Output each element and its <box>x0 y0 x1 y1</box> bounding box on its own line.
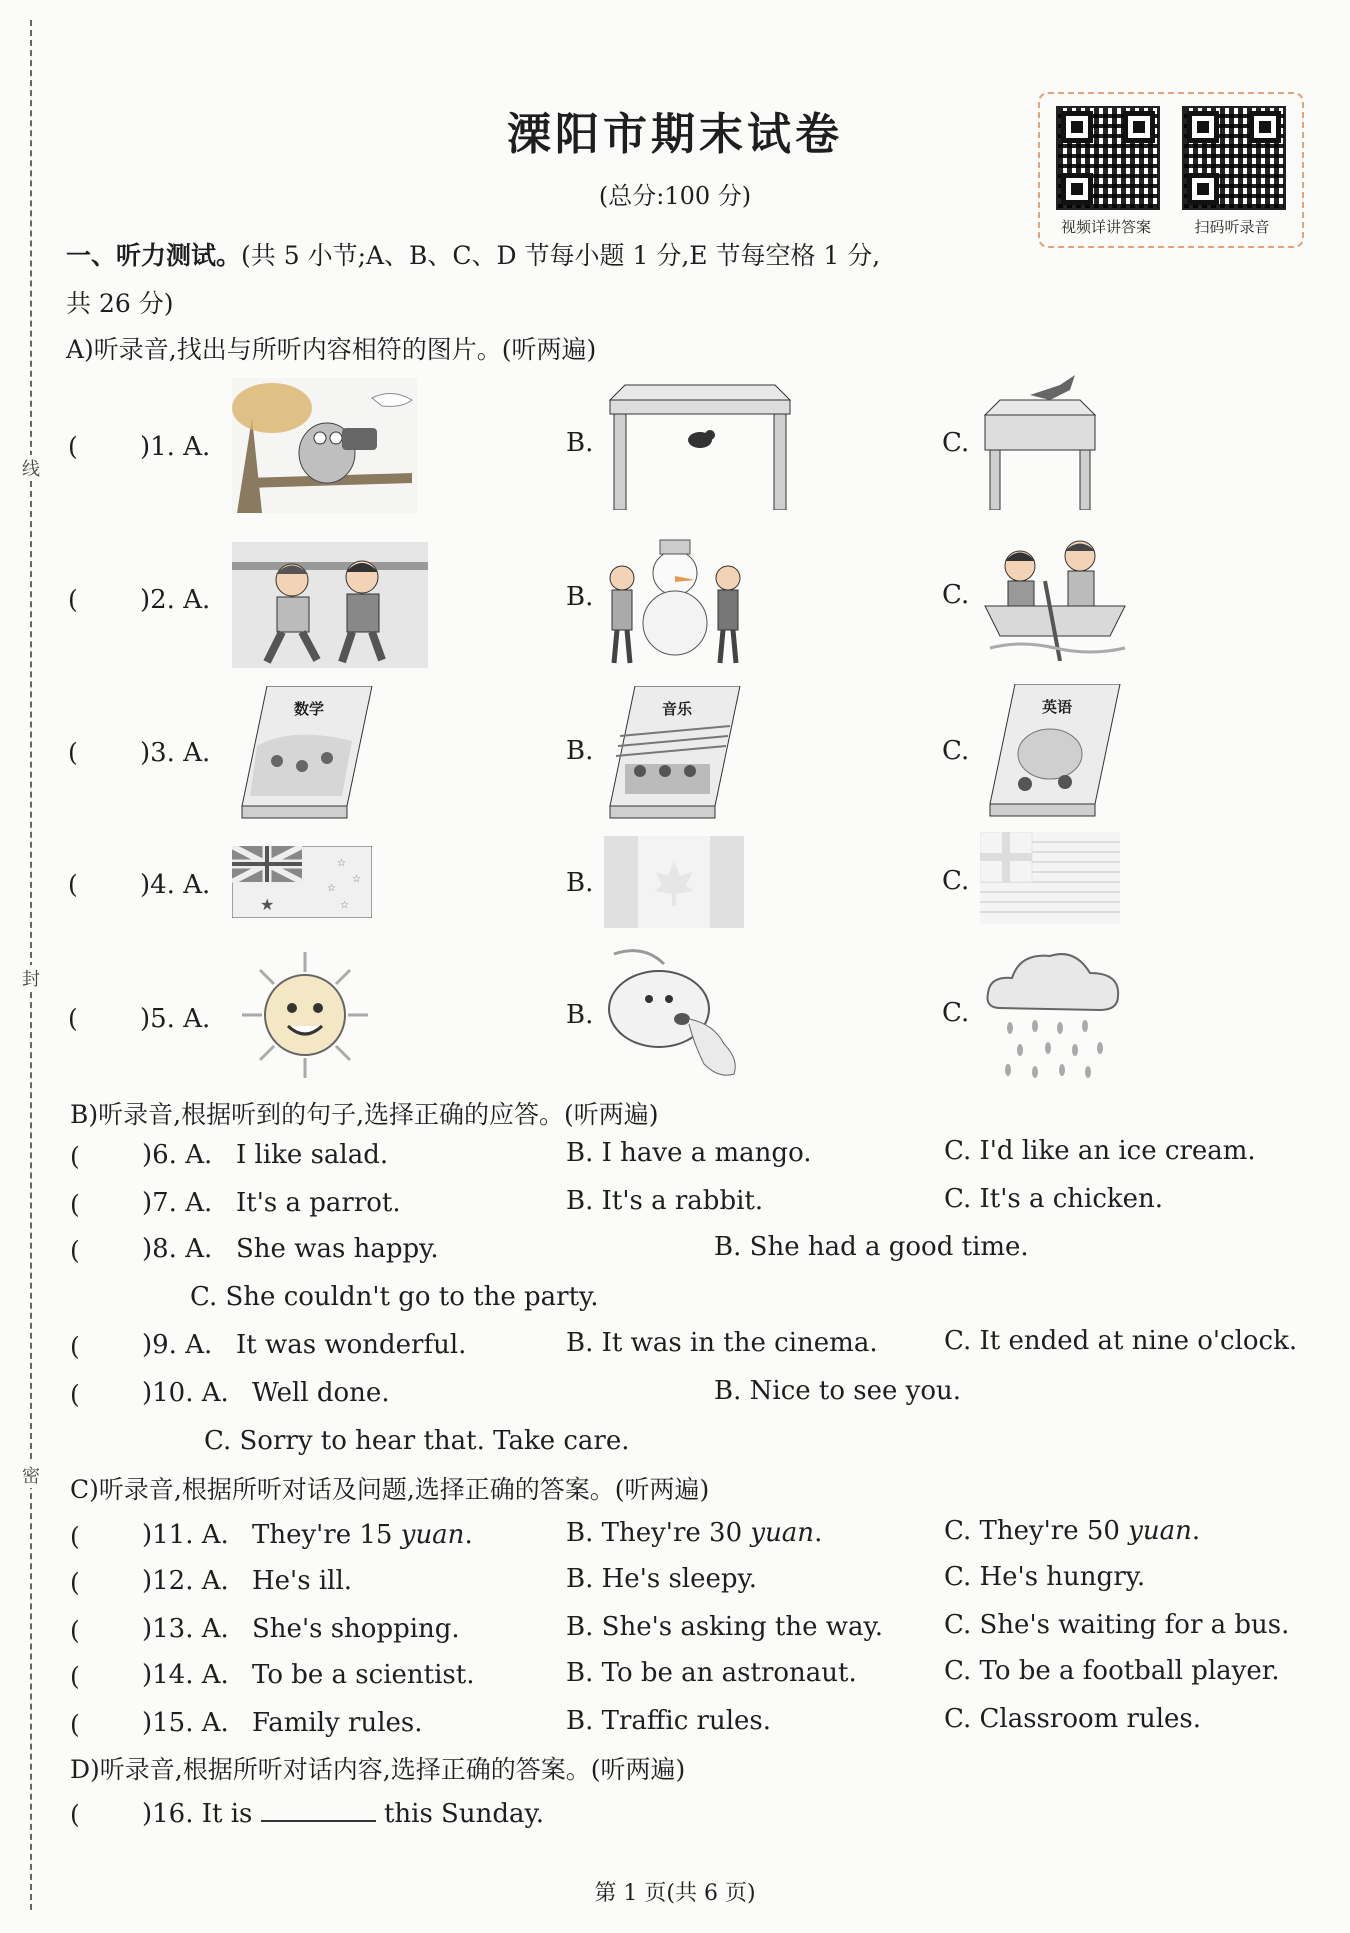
total-score: (总分:100 分) <box>598 182 752 210</box>
option-c-label: C. <box>942 580 970 610</box>
book-title-english: 英语 <box>1042 698 1073 716</box>
option-b-label: B. <box>566 1000 594 1030</box>
answer-paren[interactable]: ( <box>68 870 78 899</box>
question-number: )12. A. <box>142 1566 229 1596</box>
question-number: )14. A. <box>142 1660 229 1690</box>
picture-greece-flag <box>980 832 1120 928</box>
qr-caption-video: 视频详讲答案 <box>1060 218 1151 236</box>
qr-panel <box>1038 92 1304 248</box>
part-c-instruction: C)听录音,根据所听对话及问题,选择正确的答案。(听两遍) <box>70 1475 710 1504</box>
picture-kids-boating <box>980 526 1130 665</box>
option-c: C. She couldn't go to the party. <box>190 1282 599 1312</box>
svg-text:☆: ☆ <box>352 874 361 885</box>
option-c: C. It's a chicken. <box>944 1184 1164 1214</box>
option-b-label: B. <box>566 582 594 612</box>
option-b: B. She's asking the way. <box>566 1612 884 1642</box>
option-c: C. Classroom rules. <box>944 1704 1202 1734</box>
question-16 <box>142 1798 544 1829</box>
answer-paren[interactable]: ( <box>70 1380 80 1409</box>
question-number: )10. A. <box>142 1378 229 1408</box>
question-number: )3. A. <box>140 738 211 768</box>
qr-caption-audio: 扫码听录音 <box>1194 218 1270 236</box>
book-title-math: 数学 <box>294 700 325 718</box>
option-c: C. They're 50 yuan. <box>944 1516 1201 1546</box>
picture-sun <box>240 950 370 1084</box>
option-b-label: B. <box>566 428 594 458</box>
option-c: C. He's hungry. <box>944 1562 1146 1592</box>
picture-bird-under-table <box>600 380 800 514</box>
part-a-instruction: A)听录音,找出与所听内容相符的图片。(听两遍) <box>66 335 597 364</box>
option-a: He's ill. <box>252 1566 353 1596</box>
picture-windy-cloud <box>604 944 754 1088</box>
svg-text:★: ★ <box>260 895 275 914</box>
question-number: )8. A. <box>142 1234 213 1264</box>
option-b: B. He's sleepy. <box>566 1564 758 1594</box>
option-a: She was happy. <box>236 1234 439 1264</box>
book-title-music: 音乐 <box>662 700 693 718</box>
answer-paren[interactable]: ( <box>70 1142 80 1171</box>
binding-label-line: 线 <box>18 455 44 481</box>
page-title: 溧阳市期末试卷 <box>507 109 843 160</box>
answer-paren[interactable]: ( <box>70 1616 80 1645</box>
answer-paren[interactable]: ( <box>68 585 78 614</box>
option-b: B. Nice to see you. <box>714 1376 962 1406</box>
option-b: B. Traffic rules. <box>566 1706 772 1736</box>
section-desc-1: (共 5 小节;A、B、C、D 节每小题 1 分,E 节每空格 1 分, <box>241 241 881 270</box>
answer-paren[interactable]: ( <box>70 1568 80 1597</box>
svg-text:☆: ☆ <box>327 883 336 894</box>
picture-bird-on-desk <box>980 375 1110 514</box>
binding-label-seal: 封 <box>18 965 44 991</box>
picture-math-book <box>232 686 382 830</box>
question-number: )13. A. <box>142 1614 229 1644</box>
picture-music-book <box>600 686 750 830</box>
qr-code-audio[interactable] <box>1182 106 1286 210</box>
answer-paren[interactable]: ( <box>70 1662 80 1691</box>
picture-kids-skating <box>232 542 428 672</box>
question-number: )5. A. <box>140 1004 211 1034</box>
answer-paren[interactable]: ( <box>68 432 78 461</box>
option-a: I like salad. <box>236 1140 389 1170</box>
section-heading <box>66 236 880 272</box>
answer-paren[interactable]: ( <box>70 1332 80 1361</box>
question-number: )6. A. <box>142 1140 213 1170</box>
answer-paren[interactable]: ( <box>70 1190 80 1219</box>
option-c-label: C. <box>942 998 970 1028</box>
answer-paren[interactable]: ( <box>68 1004 78 1033</box>
svg-text:☆: ☆ <box>337 858 346 869</box>
option-a: To be a scientist. <box>252 1660 475 1690</box>
part-d-instruction: D)听录音,根据所听对话内容,选择正确的答案。(听两遍) <box>70 1755 686 1784</box>
fill-blank[interactable] <box>261 1798 376 1822</box>
option-c: C. Sorry to hear that. Take care. <box>204 1426 630 1456</box>
option-c: C. It ended at nine o'clock. <box>944 1326 1298 1356</box>
answer-paren[interactable]: ( <box>68 738 78 767</box>
question-number: )2. A. <box>140 585 211 615</box>
question-16-start: )16. It is <box>142 1799 253 1829</box>
picture-kids-snowman <box>600 528 750 672</box>
svg-text:☆: ☆ <box>340 900 349 911</box>
picture-rain-cloud <box>980 938 1125 1084</box>
question-16-end: this Sunday. <box>383 1799 544 1829</box>
answer-paren[interactable]: ( <box>70 1236 80 1265</box>
option-c-label: C. <box>942 866 970 896</box>
question-number: )15. A. <box>142 1708 229 1738</box>
question-number: )11. A. <box>142 1520 229 1550</box>
section-desc-2: 共 26 分) <box>66 289 174 318</box>
picture-australia-flag <box>232 846 372 922</box>
option-c: C. To be a football player. <box>944 1656 1280 1686</box>
option-b: B. It's a rabbit. <box>566 1186 764 1216</box>
option-b-label: B. <box>566 736 594 766</box>
picture-canada-flag <box>604 836 744 932</box>
picture-english-book <box>980 684 1130 828</box>
option-b: B. I have a mango. <box>566 1138 812 1168</box>
option-a: Family rules. <box>252 1708 423 1738</box>
option-a: She's shopping. <box>252 1614 460 1644</box>
picture-bird-in-tree <box>232 378 417 517</box>
option-c: C. I'd like an ice cream. <box>944 1136 1256 1166</box>
option-a: Well done. <box>252 1378 390 1408</box>
option-a: It was wonderful. <box>236 1330 467 1360</box>
option-a: They're 15 yuan. <box>252 1520 473 1550</box>
option-b: B. She had a good time. <box>714 1232 1029 1262</box>
option-b: B. They're 30 yuan. <box>566 1518 823 1548</box>
option-b-label: B. <box>566 868 594 898</box>
part-b-instruction: B)听录音,根据听到的句子,选择正确的应答。(听两遍) <box>70 1100 659 1129</box>
option-b: B. It was in the cinema. <box>566 1328 878 1358</box>
option-b: B. To be an astronaut. <box>566 1658 857 1688</box>
question-number: )4. A. <box>140 870 211 900</box>
question-number: )9. A. <box>142 1330 213 1360</box>
section-title: 一、听力测试。 <box>66 241 242 270</box>
qr-code-video[interactable] <box>1056 106 1160 210</box>
question-number: )7. A. <box>142 1188 213 1218</box>
option-c-label: C. <box>942 736 970 766</box>
question-number: )1. A. <box>140 432 211 462</box>
option-a: It's a parrot. <box>236 1188 401 1218</box>
option-c-label: C. <box>942 428 970 458</box>
option-c: C. She's waiting for a bus. <box>944 1610 1290 1640</box>
answer-paren[interactable]: ( <box>70 1710 80 1739</box>
answer-paren[interactable]: ( <box>70 1800 80 1829</box>
page-footer: 第 1 页(共 6 页) <box>594 1881 756 1906</box>
binding-label-secret: 密 <box>18 1462 44 1488</box>
answer-paren[interactable]: ( <box>70 1522 80 1551</box>
